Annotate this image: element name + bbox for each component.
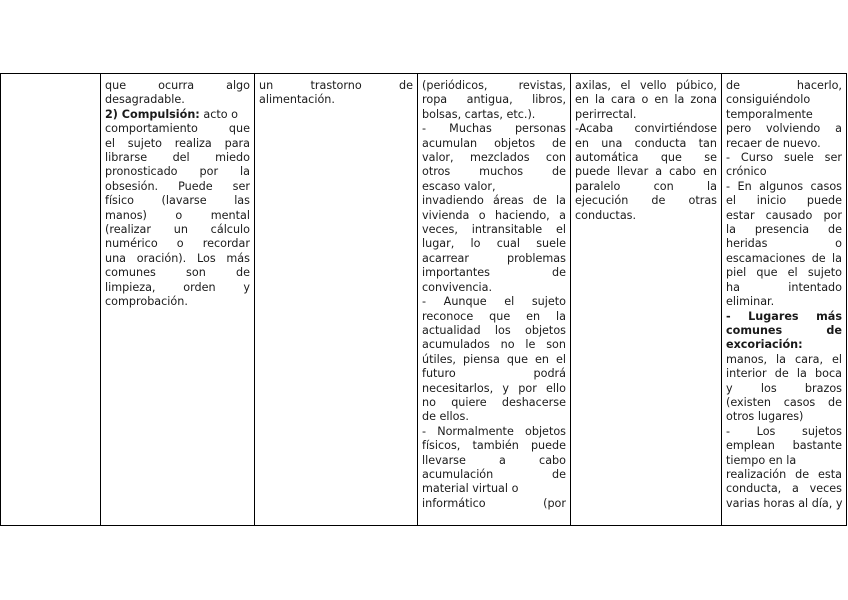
cell-text — [259, 79, 413, 108]
cell-text — [105, 79, 250, 310]
text-line: veces, intransitable el — [422, 223, 566, 237]
text-line: convivencia. — [422, 280, 493, 294]
text-line: el sujeto realiza para — [105, 136, 250, 150]
text-line: reconoce que en la — [422, 309, 566, 323]
table-cell — [571, 74, 722, 526]
text-line: comunes de — [726, 323, 842, 337]
text-line: limpieza, orden y — [105, 280, 250, 294]
text-line: en una conducta tan — [575, 136, 717, 150]
text-line: crónico — [726, 165, 767, 179]
text-line: manos) o mental — [105, 208, 250, 222]
text-line: en la cara o en la zona — [575, 93, 717, 107]
text-line: tiempo en la — [726, 453, 797, 467]
text-line: piel que el sujeto — [726, 266, 842, 280]
text-line: lugar, lo cual suele — [422, 237, 566, 251]
text-line: automática que se — [575, 151, 717, 165]
text-line: realización de esta — [726, 467, 842, 481]
text-line: actualidad los objetos — [422, 323, 566, 337]
text-line: excoriación: — [726, 338, 803, 352]
text-line: escaso valor, — [422, 179, 496, 193]
text-line: varias horas al día, y — [726, 496, 843, 510]
text-line: importantes de — [422, 266, 566, 280]
text-line: escamaciones de la — [726, 251, 842, 265]
text-line: acumulación de — [422, 467, 566, 481]
cell-text — [726, 79, 842, 511]
text-line: (existen casos de — [726, 395, 842, 409]
text-line: axilas, el vello púbico, — [575, 79, 717, 92]
text-line: -Acaba convirtiéndose — [575, 122, 717, 136]
text-line: - Los sujetos — [726, 424, 842, 438]
text-line: material virtual o — [422, 482, 519, 496]
text-line: perirrectal. — [575, 107, 637, 121]
content-table — [0, 73, 847, 526]
text-line: vivienda o haciendo, a — [422, 208, 566, 222]
text-line: informático (por — [422, 496, 566, 510]
text-line: un trastorno de — [259, 79, 413, 92]
text-line: recaer de nuevo. — [726, 136, 821, 150]
text-line: pero volviendo a — [726, 122, 842, 136]
text-line: no quiere deshacerse — [422, 395, 566, 409]
text-line: otros muchos de — [422, 165, 566, 179]
text-line: - Curso suele ser — [726, 151, 842, 165]
text-line: necesitarlos, y por ello — [422, 381, 566, 395]
text-line: invadiendo áreas de la — [422, 194, 566, 208]
table-cell — [418, 74, 571, 526]
text-line: acumulan objetos de — [422, 136, 566, 150]
text-line: valor, mezclados con — [422, 151, 566, 165]
text-line: bolsas, cartas, etc.). — [422, 107, 536, 121]
text-line: eliminar. — [726, 295, 775, 309]
text-line: ejecución de otras — [575, 194, 717, 208]
text-line: la presencia de — [726, 223, 842, 237]
text-line: manos, la cara, el — [726, 352, 842, 366]
text-line: que ocurra algo — [105, 79, 250, 92]
text-line: comportamiento que — [105, 122, 250, 136]
table-cell — [101, 74, 255, 526]
text-line: el inicio puede — [726, 194, 842, 208]
text-line: pronosticado por la — [105, 165, 250, 179]
text-line: interior de la boca — [726, 367, 842, 381]
text-line: físico (lavarse las — [105, 194, 250, 208]
text-line: - En algunos casos — [726, 179, 842, 193]
text-line: librarse del miedo — [105, 151, 250, 165]
text-line — [105, 108, 250, 122]
cell-text — [422, 79, 566, 511]
text-line: una oración). Los más — [105, 251, 250, 265]
text-line: - Lugares más — [726, 309, 842, 323]
text-line: (realizar un cálculo — [105, 223, 250, 237]
text-fragment: acto o — [199, 107, 238, 121]
text-line: consiguiéndolo — [726, 93, 811, 107]
text-line: obsesión. Puede ser — [105, 179, 250, 193]
table-row — [1, 74, 847, 526]
text-line: - Aunque el sujeto — [422, 295, 566, 309]
text-line: estar causado por — [726, 208, 842, 222]
text-line: conductas. — [575, 208, 637, 222]
cell-text — [575, 79, 717, 223]
text-line: ropa antigua, libros, — [422, 93, 566, 107]
text-line: heridas o — [726, 237, 842, 251]
text-line: de hacerlo, — [726, 79, 842, 92]
text-line: acumulados no le son — [422, 338, 566, 352]
table-cell — [722, 74, 847, 526]
text-line: puede llevar a cabo en — [575, 165, 717, 179]
text-line: emplean bastante — [726, 439, 842, 453]
empty-cell — [1, 74, 101, 526]
text-line: (periódicos, revistas, — [422, 79, 566, 92]
text-line: físicos, también puede — [422, 439, 566, 453]
text-line: alimentación. — [259, 93, 335, 107]
text-line: acarrear problemas — [422, 251, 566, 265]
text-line: llevarse a cabo — [422, 453, 566, 467]
table-cell — [255, 74, 418, 526]
text-line: y los brazos — [726, 381, 842, 395]
text-line: temporalmente — [726, 107, 813, 121]
text-line: de ellos. — [422, 410, 469, 424]
text-line: - Muchas personas — [422, 122, 566, 136]
text-line: ha intentado — [726, 280, 842, 294]
text-line: paralelo con la — [575, 179, 717, 193]
text-line: conducta, a veces — [726, 482, 842, 496]
text-line: futuro podrá — [422, 367, 566, 381]
text-line: comprobación. — [105, 295, 188, 309]
text-line: - Normalmente objetos — [422, 424, 566, 438]
text-line: útiles, piensa que en el — [422, 352, 566, 366]
text-line: desagradable. — [105, 93, 185, 107]
text-line: otros lugares) — [726, 410, 804, 424]
text-line: numérico o recordar — [105, 237, 250, 251]
bold-text: 2) Compulsión: — [105, 107, 200, 121]
text-line: comunes son de — [105, 266, 250, 280]
